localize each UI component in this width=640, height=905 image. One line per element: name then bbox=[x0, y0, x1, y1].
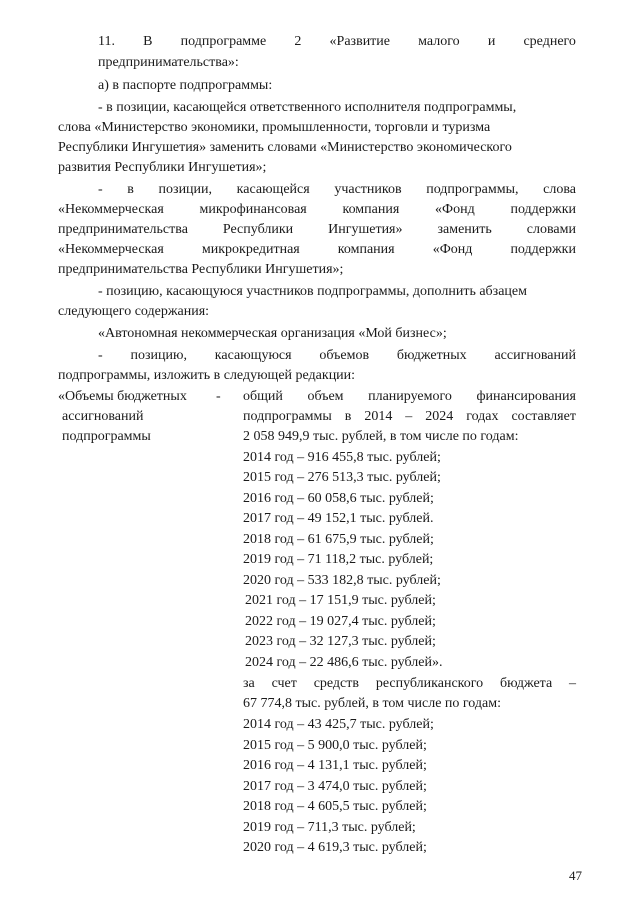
word: компания bbox=[342, 202, 400, 217]
table-right-line bbox=[243, 387, 576, 407]
word: Ингушетия» bbox=[328, 222, 403, 237]
table-right-line: 67 774,8 тыс. рублей, в том числе по годам: bbox=[243, 696, 501, 711]
word: касающейся bbox=[236, 182, 310, 197]
word: планируемого bbox=[368, 389, 452, 404]
word: 2024 bbox=[425, 409, 454, 424]
word: - bbox=[98, 182, 103, 197]
year-amount-line: 2017 год – 3 474,0 тыс. рублей; bbox=[243, 779, 427, 794]
para2-line: предпринимательства Республики Ингушетия»; bbox=[58, 262, 344, 277]
para1-line: развития Республики Ингушетия»; bbox=[58, 160, 267, 175]
para4-line bbox=[98, 346, 576, 366]
word: подпрограммы bbox=[243, 409, 332, 424]
para2-line bbox=[58, 220, 576, 240]
year-amount-line: 2023 год – 32 127,3 тыс. рублей; bbox=[245, 634, 436, 649]
word: бюджета bbox=[499, 676, 553, 691]
year-amount-line: 2019 год – 711,3 тыс. рублей; bbox=[243, 820, 416, 835]
word: «Некоммерческая bbox=[58, 202, 164, 217]
word: участников bbox=[334, 182, 402, 197]
word: в bbox=[344, 409, 352, 424]
word: поддержки bbox=[510, 242, 576, 257]
word: словами bbox=[526, 222, 576, 237]
word: касающуюся bbox=[214, 348, 292, 363]
word: «Некоммерческая bbox=[58, 242, 164, 257]
word: предпринимательства bbox=[58, 222, 188, 237]
word: «Развитие bbox=[329, 34, 391, 49]
year-amount-line: 2014 год – 43 425,7 тыс. рублей; bbox=[243, 717, 434, 732]
para3-line: - позицию, касающуюся участников подпрограммы, дополнить абзацем bbox=[98, 284, 527, 299]
year-amount-line: 2014 год – 916 455,8 тыс. рублей; bbox=[243, 450, 441, 465]
word: слова bbox=[543, 182, 576, 197]
word: среднего bbox=[523, 34, 576, 49]
quoted-organization: «Автономная некоммерческая организация «Мой бизнес»; bbox=[98, 326, 447, 341]
year-amount-line: 2017 год – 49 152,1 тыс. рублей. bbox=[243, 511, 434, 526]
year-amount-line: 2020 год – 4 619,3 тыс. рублей; bbox=[243, 840, 427, 855]
word: подпрограммы, bbox=[426, 182, 519, 197]
word: - bbox=[98, 348, 103, 363]
word: Республики bbox=[222, 222, 294, 237]
word: малого bbox=[418, 34, 460, 49]
year-amount-line: 2018 год – 4 605,5 тыс. рублей; bbox=[243, 799, 427, 814]
table-right-line bbox=[243, 674, 576, 694]
word: «Фонд bbox=[432, 242, 473, 257]
table-dash: - bbox=[216, 389, 221, 404]
word: объем bbox=[307, 389, 344, 404]
year-amount-line: 2015 год – 276 513,3 тыс. рублей; bbox=[243, 470, 441, 485]
word: общий bbox=[243, 389, 283, 404]
word: – bbox=[405, 409, 413, 424]
year-amount-line: 2015 год – 5 900,0 тыс. рублей; bbox=[243, 738, 427, 753]
item-heading-line2: предпринимательства»: bbox=[98, 55, 239, 70]
para3-line: следующего содержания: bbox=[58, 304, 210, 319]
word: 2 bbox=[294, 34, 302, 49]
word: подпрограмме bbox=[180, 34, 267, 49]
year-amount-line: 2022 год – 19 027,4 тыс. рублей; bbox=[245, 614, 436, 629]
page-number: 47 bbox=[569, 868, 582, 883]
word: «Фонд bbox=[435, 202, 475, 217]
table-left-label: «Объемы бюджетных bbox=[58, 389, 187, 404]
para2-line bbox=[98, 180, 576, 200]
word: составляет bbox=[511, 409, 576, 424]
para4-line: подпрограммы, изложить в следующей редакции: bbox=[58, 368, 356, 383]
word: за bbox=[243, 676, 255, 691]
para1-line: - в позиции, касающейся ответственного исполнителя подпрограммы, bbox=[98, 100, 517, 115]
table-left-label: ассигнований bbox=[62, 409, 144, 424]
year-amount-line: 2020 год – 533 182,8 тыс. рублей; bbox=[243, 573, 441, 588]
year-amount-line: 2024 год – 22 486,6 тыс. рублей». bbox=[245, 655, 443, 670]
word: позицию, bbox=[130, 348, 187, 363]
table-left-label: подпрограммы bbox=[62, 429, 151, 444]
word: финансирования bbox=[476, 389, 576, 404]
word: ассигнований bbox=[494, 348, 576, 363]
table-right-line bbox=[243, 407, 576, 427]
word: годах bbox=[466, 409, 499, 424]
year-amount-line: 2021 год – 17 151,9 тыс. рублей; bbox=[245, 593, 436, 608]
word: в bbox=[127, 182, 134, 197]
word: поддержки bbox=[510, 202, 576, 217]
word: – bbox=[568, 676, 576, 691]
word: республиканского bbox=[375, 676, 484, 691]
para2-line bbox=[58, 200, 576, 220]
year-amount-line: 2016 год – 4 131,1 тыс. рублей; bbox=[243, 758, 427, 773]
table-right-line: 2 058 949,9 тыс. рублей, в том числе по годам: bbox=[243, 429, 519, 444]
word: 11. bbox=[98, 34, 115, 49]
word: объемов bbox=[319, 348, 370, 363]
word: В bbox=[143, 34, 153, 49]
word: бюджетных bbox=[396, 348, 467, 363]
para2-line bbox=[58, 240, 576, 260]
year-amount-line: 2018 год – 61 675,9 тыс. рублей; bbox=[243, 532, 434, 547]
word: счет bbox=[271, 676, 297, 691]
para1-line: Республики Ингушетия» заменить словами «Министерство экономического bbox=[58, 140, 512, 155]
year-amount-line: 2019 год – 71 118,2 тыс. рублей; bbox=[243, 552, 434, 567]
year-amount-line: 2016 год – 60 058,6 тыс. рублей; bbox=[243, 491, 434, 506]
word: компания bbox=[337, 242, 395, 257]
word: микрофинансовая bbox=[199, 202, 307, 217]
word: средств bbox=[313, 676, 359, 691]
word: и bbox=[487, 34, 496, 49]
item-heading-line bbox=[98, 32, 576, 52]
word: позиции, bbox=[158, 182, 213, 197]
section-a-heading: а) в паспорте подпрограммы: bbox=[98, 78, 273, 93]
word: микрокредитная bbox=[201, 242, 300, 257]
para1-line: слова «Министерство экономики, промышленности, торговли и туризма bbox=[58, 120, 491, 135]
word: заменить bbox=[437, 222, 492, 237]
word: 2014 bbox=[364, 409, 393, 424]
